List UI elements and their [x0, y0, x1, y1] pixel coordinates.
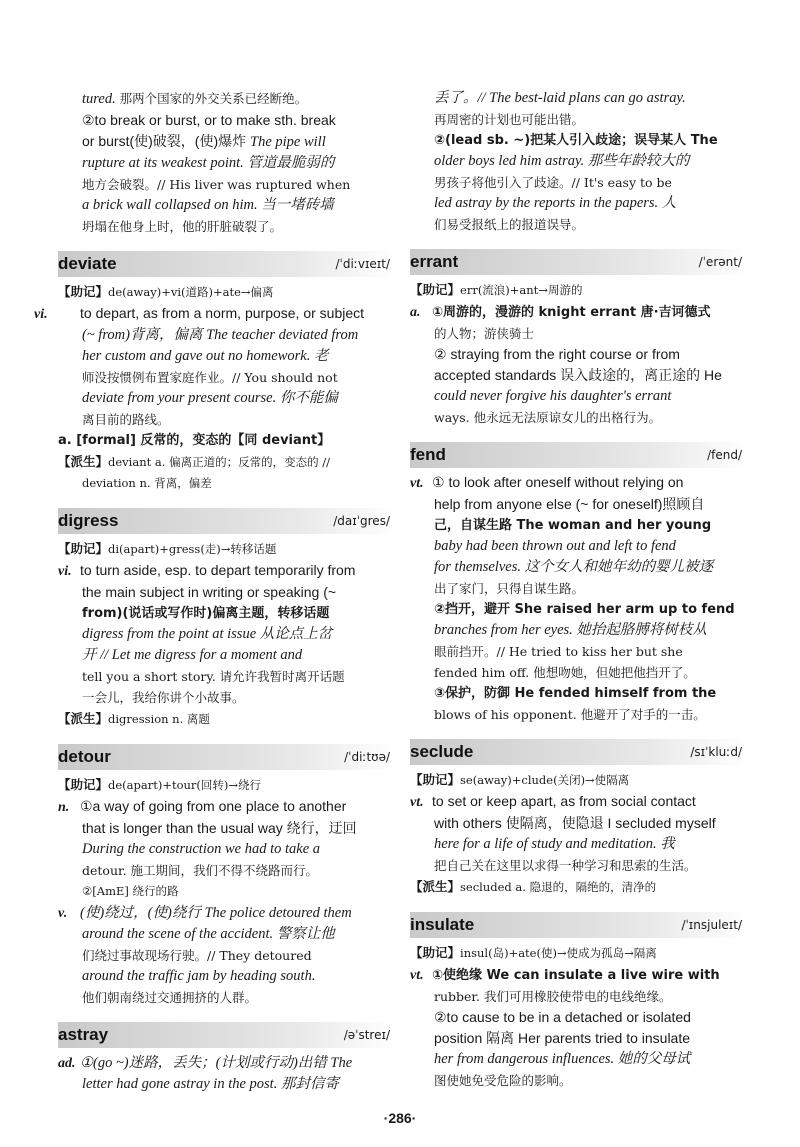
example-line: rubber. 我们可用橡胶使带电的电线绝缘。 [434, 989, 672, 1004]
example-line: 坍塌在他身上时，他的肝脏破裂了。 [82, 219, 283, 234]
sense-line: ②to break or burst, or to make sth. break [82, 112, 336, 128]
definition-line: 的人物；游侠骑士 [434, 326, 535, 341]
mnemonic-tag: 【助记】 [410, 945, 461, 960]
left-column [34, 88, 396, 1095]
phonetic: /fend/ [707, 448, 742, 462]
example-line: digress from the point at issue 从论点上岔 [82, 626, 333, 642]
phonetic: /ˈerənt/ [698, 255, 742, 269]
part-of-speech: v. [58, 906, 68, 921]
definition-line: 己，自谋生路 The woman and her young [434, 518, 712, 533]
definition-line: ② straying from the right course or from [434, 346, 680, 362]
etymology: insul(岛)+ate(使)→使成为孤岛→隔离 [460, 946, 657, 960]
part-of-speech: vi. [58, 564, 72, 579]
example-line: The pipe will [250, 134, 326, 150]
example-line: rupture at its weakest point. 管道最脆弱的 [82, 155, 335, 171]
etymology: se(away)+clude(关闭)→使隔离 [460, 773, 630, 787]
example-line: a brick wall collapsed on him. 当一堵砖墙 [82, 197, 334, 213]
example-line: for themselves. 这个女人和她年幼的婴儿被逐 [434, 559, 714, 575]
example-line: letter had gone astray in the post. 那封信寄 [82, 1076, 339, 1092]
phonetic: /əˈstreɪ/ [343, 1028, 390, 1042]
right-column [410, 88, 748, 1091]
derivative-tag: 【派生】 [58, 711, 109, 726]
definition-body [58, 924, 396, 1008]
example-line: fended him off. 他想吻她，但她把他挡开了。 [434, 665, 696, 680]
definition-line: the main subject in writing or speaking (~ [82, 584, 337, 600]
example-line: 图使她免受危险的影响。 [434, 1073, 572, 1088]
example-line: ways. 他永远无法原谅女儿的出格行为。 [434, 410, 662, 425]
phonetic: /daɪˈgres/ [333, 514, 390, 528]
example-line: 们绕过事故现场行驶。// They detoured [82, 948, 312, 963]
definition-line: ①(go ~)迷路，丢失；(计划或行动)出错 The [80, 1055, 353, 1071]
mnemonic-tag: 【助记】 [58, 777, 109, 792]
example-line: her from dangerous influences. 她的父母试 [434, 1051, 691, 1067]
definition-body [410, 986, 748, 1091]
example-line: branches from her eyes. 她抬起胳膊将树枝从 [434, 622, 707, 638]
derivative-tag: 【派生】 [58, 454, 109, 469]
headword: errant [410, 252, 459, 271]
example-line: baby had been thrown out and left to fend [434, 538, 676, 554]
mnemonic-tag: 【助记】 [410, 772, 461, 787]
continued-text: tured. [82, 91, 116, 107]
phonetic: /ˈdiːvɪeɪt/ [335, 257, 390, 271]
headword: fend [410, 445, 446, 464]
derivative: secluded a. 隐退的，隔绝的，清净的 [460, 880, 657, 894]
mnemonic-tag: 【助记】 [58, 541, 109, 556]
phonetic: /ˈɪnsjuleɪt/ [681, 918, 742, 932]
definition-block [34, 303, 396, 325]
example-line: 丢了。// The best-laid plans can go astray. [434, 90, 686, 106]
headword: digress [58, 511, 119, 530]
derivative: deviation n. 背离，偏差 [82, 476, 212, 490]
definition-line: help from anyone else (~ for oneself)照顾自 [434, 496, 705, 512]
example-line: around the traffic jam by heading south. [82, 968, 316, 984]
definition-line: to turn aside, esp. to depart temporarily from [80, 562, 356, 578]
example-line: her custom and gave out no homework. 老 [82, 348, 329, 364]
headword-bar [58, 508, 396, 534]
phonetic: /sɪˈkluːd/ [690, 745, 742, 759]
example-line: 们易受报纸上的报道误导。 [434, 217, 585, 232]
definition-line: ②[AmE] 绕行的路 [82, 884, 179, 898]
definition-line: that is longer than the usual way 绕行，迂回 [82, 820, 357, 836]
derivative-tag: 【派生】 [410, 879, 461, 894]
definition-line: to depart, as from a norm, purpose, or subject [80, 305, 365, 321]
part-of-speech: ad. [58, 1056, 76, 1071]
derivative: digression n. 离题 [108, 712, 210, 726]
rupture-continuation [58, 88, 396, 237]
definition-body [410, 323, 748, 428]
example-line: here for a life of study and meditation. 我 [434, 836, 675, 852]
headword-bar [58, 251, 396, 277]
phonetic: /ˈdiːtʊə/ [344, 750, 390, 764]
example-line: 再周密的计划也可能出错。 [434, 112, 585, 127]
mnemonic-tag: 【助记】 [410, 282, 461, 297]
example-line: around the scene of the accident. 警察让他 [82, 926, 335, 942]
example-line: During the construction we had to take a [82, 841, 321, 857]
definition-line: (~ from)背离，偏离 The teacher deviated from [82, 327, 359, 343]
definition-body [410, 494, 748, 725]
definition-line: ③保护，防御 He fended himself from the [434, 686, 717, 701]
definition-body [58, 325, 396, 430]
example-line: 离目前的路线。 [82, 412, 170, 427]
definition-line: ①周游的，漫游的 knight errant 唐·吉诃德式 [432, 305, 711, 320]
page-number: ·286· [383, 1110, 417, 1126]
mnemonic-tag: 【助记】 [58, 284, 109, 299]
headword: insulate [410, 915, 475, 934]
derivative: deviant a. 偏离正道的；反常的，变态的 // [108, 455, 330, 469]
example-line: 一会儿，我给你讲个小故事。 [82, 690, 245, 705]
definition-line: ① to look after oneself without relying on [432, 474, 684, 490]
headword-bar [410, 249, 748, 275]
continued-translation: 那两个国家的外交关系已经断绝。 [119, 91, 308, 106]
sense-line: or burst(使)破裂，(使)爆炸 [82, 133, 247, 149]
adjective-sense: a. [formal] 反常的，变态的【同 deviant】 [58, 433, 331, 448]
example-line: 把自己关在这里以求得一种学习和思索的生活。 [434, 858, 697, 873]
headword: astray [58, 1025, 109, 1044]
part-of-speech: vt. [410, 795, 424, 810]
definition-line: ①a way of going from one place to another [80, 798, 347, 814]
definition-line: from)(说话或写作时)偏离主题，转移话题 [82, 606, 330, 621]
headword-bar [58, 744, 396, 770]
headword: detour [58, 747, 111, 766]
part-of-speech: a. [410, 305, 421, 320]
definition-line: (使)绕过，(使)绕行 The police detoured them [80, 905, 352, 921]
headword: deviate [58, 254, 117, 273]
headword-bar [410, 442, 748, 468]
etymology: di(apart)+gress(走)→转移话题 [108, 542, 277, 556]
etymology: de(away)+vi(道路)+ate→偏离 [108, 285, 274, 299]
example-line: older boys led him astray. 那些年龄较大的 [434, 153, 690, 169]
example-line: 出了家门，只得自谋生路。 [434, 581, 585, 596]
definition-body [410, 813, 748, 876]
example-line: led astray by the reports in the papers. 人 [434, 195, 677, 211]
example-line: 眼前挡开。// He tried to kiss her but she [434, 644, 683, 659]
definition-body [58, 818, 396, 902]
definition-line: accepted standards 误入歧途的，离正途的 He [434, 367, 722, 383]
headword-bar [410, 739, 748, 765]
part-of-speech: vt. [410, 476, 424, 491]
headword-bar [410, 912, 748, 938]
definition-line: ②挡开，避开 She raised her arm up to fend [434, 602, 735, 617]
headword-bar [58, 1022, 396, 1048]
example-line: 男孩子将他引入了歧途。// It's easy to be [434, 175, 672, 190]
example-line: 开 // Let me digress for a moment and [82, 647, 303, 663]
example-line: 地方会破裂。// His liver was ruptured when [82, 177, 351, 192]
definition-body [58, 582, 396, 708]
definition-line: position 隔离 Her parents tried to insulate [434, 1030, 691, 1046]
example-line: tell you a short story. 请允许我暂时离开话题 [82, 669, 345, 684]
definition-line: ①使绝缘 We can insulate a live wire with [432, 968, 720, 983]
definition-line: with others 使隔离，使隐退 I secluded myself [434, 815, 716, 831]
astray-continuation [410, 88, 748, 235]
definition-line: ②to cause to be in a detached or isolated [434, 1009, 691, 1025]
part-of-speech: vi. [34, 307, 48, 322]
example-line: blows of his opponent. 他避开了对手的一击。 [434, 707, 706, 722]
definition-line: to set or keep apart, as from social contact [432, 793, 696, 809]
part-of-speech: vt. [410, 968, 424, 983]
part-of-speech: n. [58, 800, 70, 815]
example-line: could never forgive his daughter's errant [434, 388, 672, 404]
etymology: err(流浪)+ant→周游的 [460, 283, 583, 297]
example-line: 他们朝南绕过交通拥挤的人群。 [82, 990, 258, 1005]
headword: seclude [410, 742, 474, 761]
example-line: 师没按惯例布置家庭作业。// You should not [82, 370, 338, 385]
example-line: detour. 施工期间，我们不得不绕路而行。 [82, 863, 319, 878]
example-line: deviate from your present course. 你不能偏 [82, 390, 338, 406]
etymology: de(apart)+tour(回转)→绕行 [108, 778, 262, 792]
definition-line: ②(lead sb. ~)把某人引入歧途；误导某人 The [434, 133, 718, 148]
